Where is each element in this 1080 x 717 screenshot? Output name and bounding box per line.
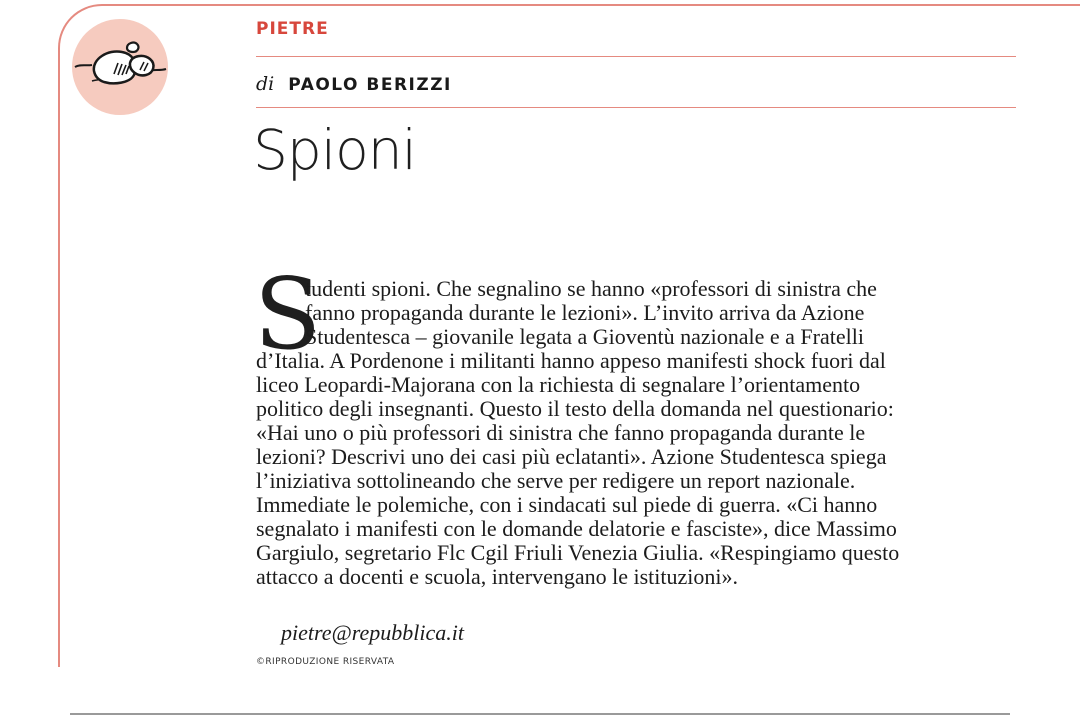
body-line: liceo Leopardi-Majorana con la richiesta di segnalare l’orientamento (256, 372, 861, 397)
author-email-link[interactable]: pietre@repubblica.it (281, 620, 464, 645)
body-line: fanno propaganda durante le lezioni». L’invito arriva da Azione (305, 300, 865, 325)
page-bottom-divider (70, 713, 1010, 715)
body-line: Gargiulo, segretario Flc Cgil Friuli Venezia Giulia. «Respingiamo questo (256, 540, 900, 565)
divider (256, 107, 1016, 108)
byline-author: PAOLO BERIZZI (288, 75, 452, 95)
body-line: tudenti spioni. Che segnalino se hanno «professori di sinistra che (305, 276, 877, 301)
stones-icon (72, 19, 168, 115)
copyright-notice: ©RIPRODUZIONE RISERVATA (256, 657, 395, 667)
byline-prefix: di (256, 73, 275, 95)
column-logo (72, 19, 168, 115)
column-kicker: PIETRE (256, 19, 329, 39)
divider (256, 56, 1016, 57)
body-line: politico degli insegnanti. Questo il testo della domanda nel questionario: (256, 396, 894, 421)
body-line: l’iniziativa sottolineando che serve per redigere un report nazionale. (256, 468, 856, 493)
body-line: lezioni? Descrivi uno dei casi più eclatanti». Azione Studentesca spiega (256, 444, 887, 469)
body-line: d’Italia. A Pordenone i militanti hanno appeso manifesti shock fuori dal (256, 348, 886, 373)
body-line: Immediate le polemiche, con i sindacati sul piede di guerra. «Ci hanno (256, 492, 878, 517)
byline (256, 73, 452, 95)
drop-cap: S (254, 258, 322, 372)
article-headline: Spioni (253, 118, 416, 182)
body-line: Studentesca – giovanile legata a Gioventù nazionale e a Fratelli (305, 324, 864, 349)
body-line: attacco a docenti e scuola, intervengano le istituzioni». (256, 564, 738, 589)
body-line: segnalato i manifesti con le domande delatorie e fasciste», dice Massimo (256, 516, 897, 541)
body-line: «Hai uno o più professori di sinistra che fanno propaganda durante le (256, 420, 866, 445)
